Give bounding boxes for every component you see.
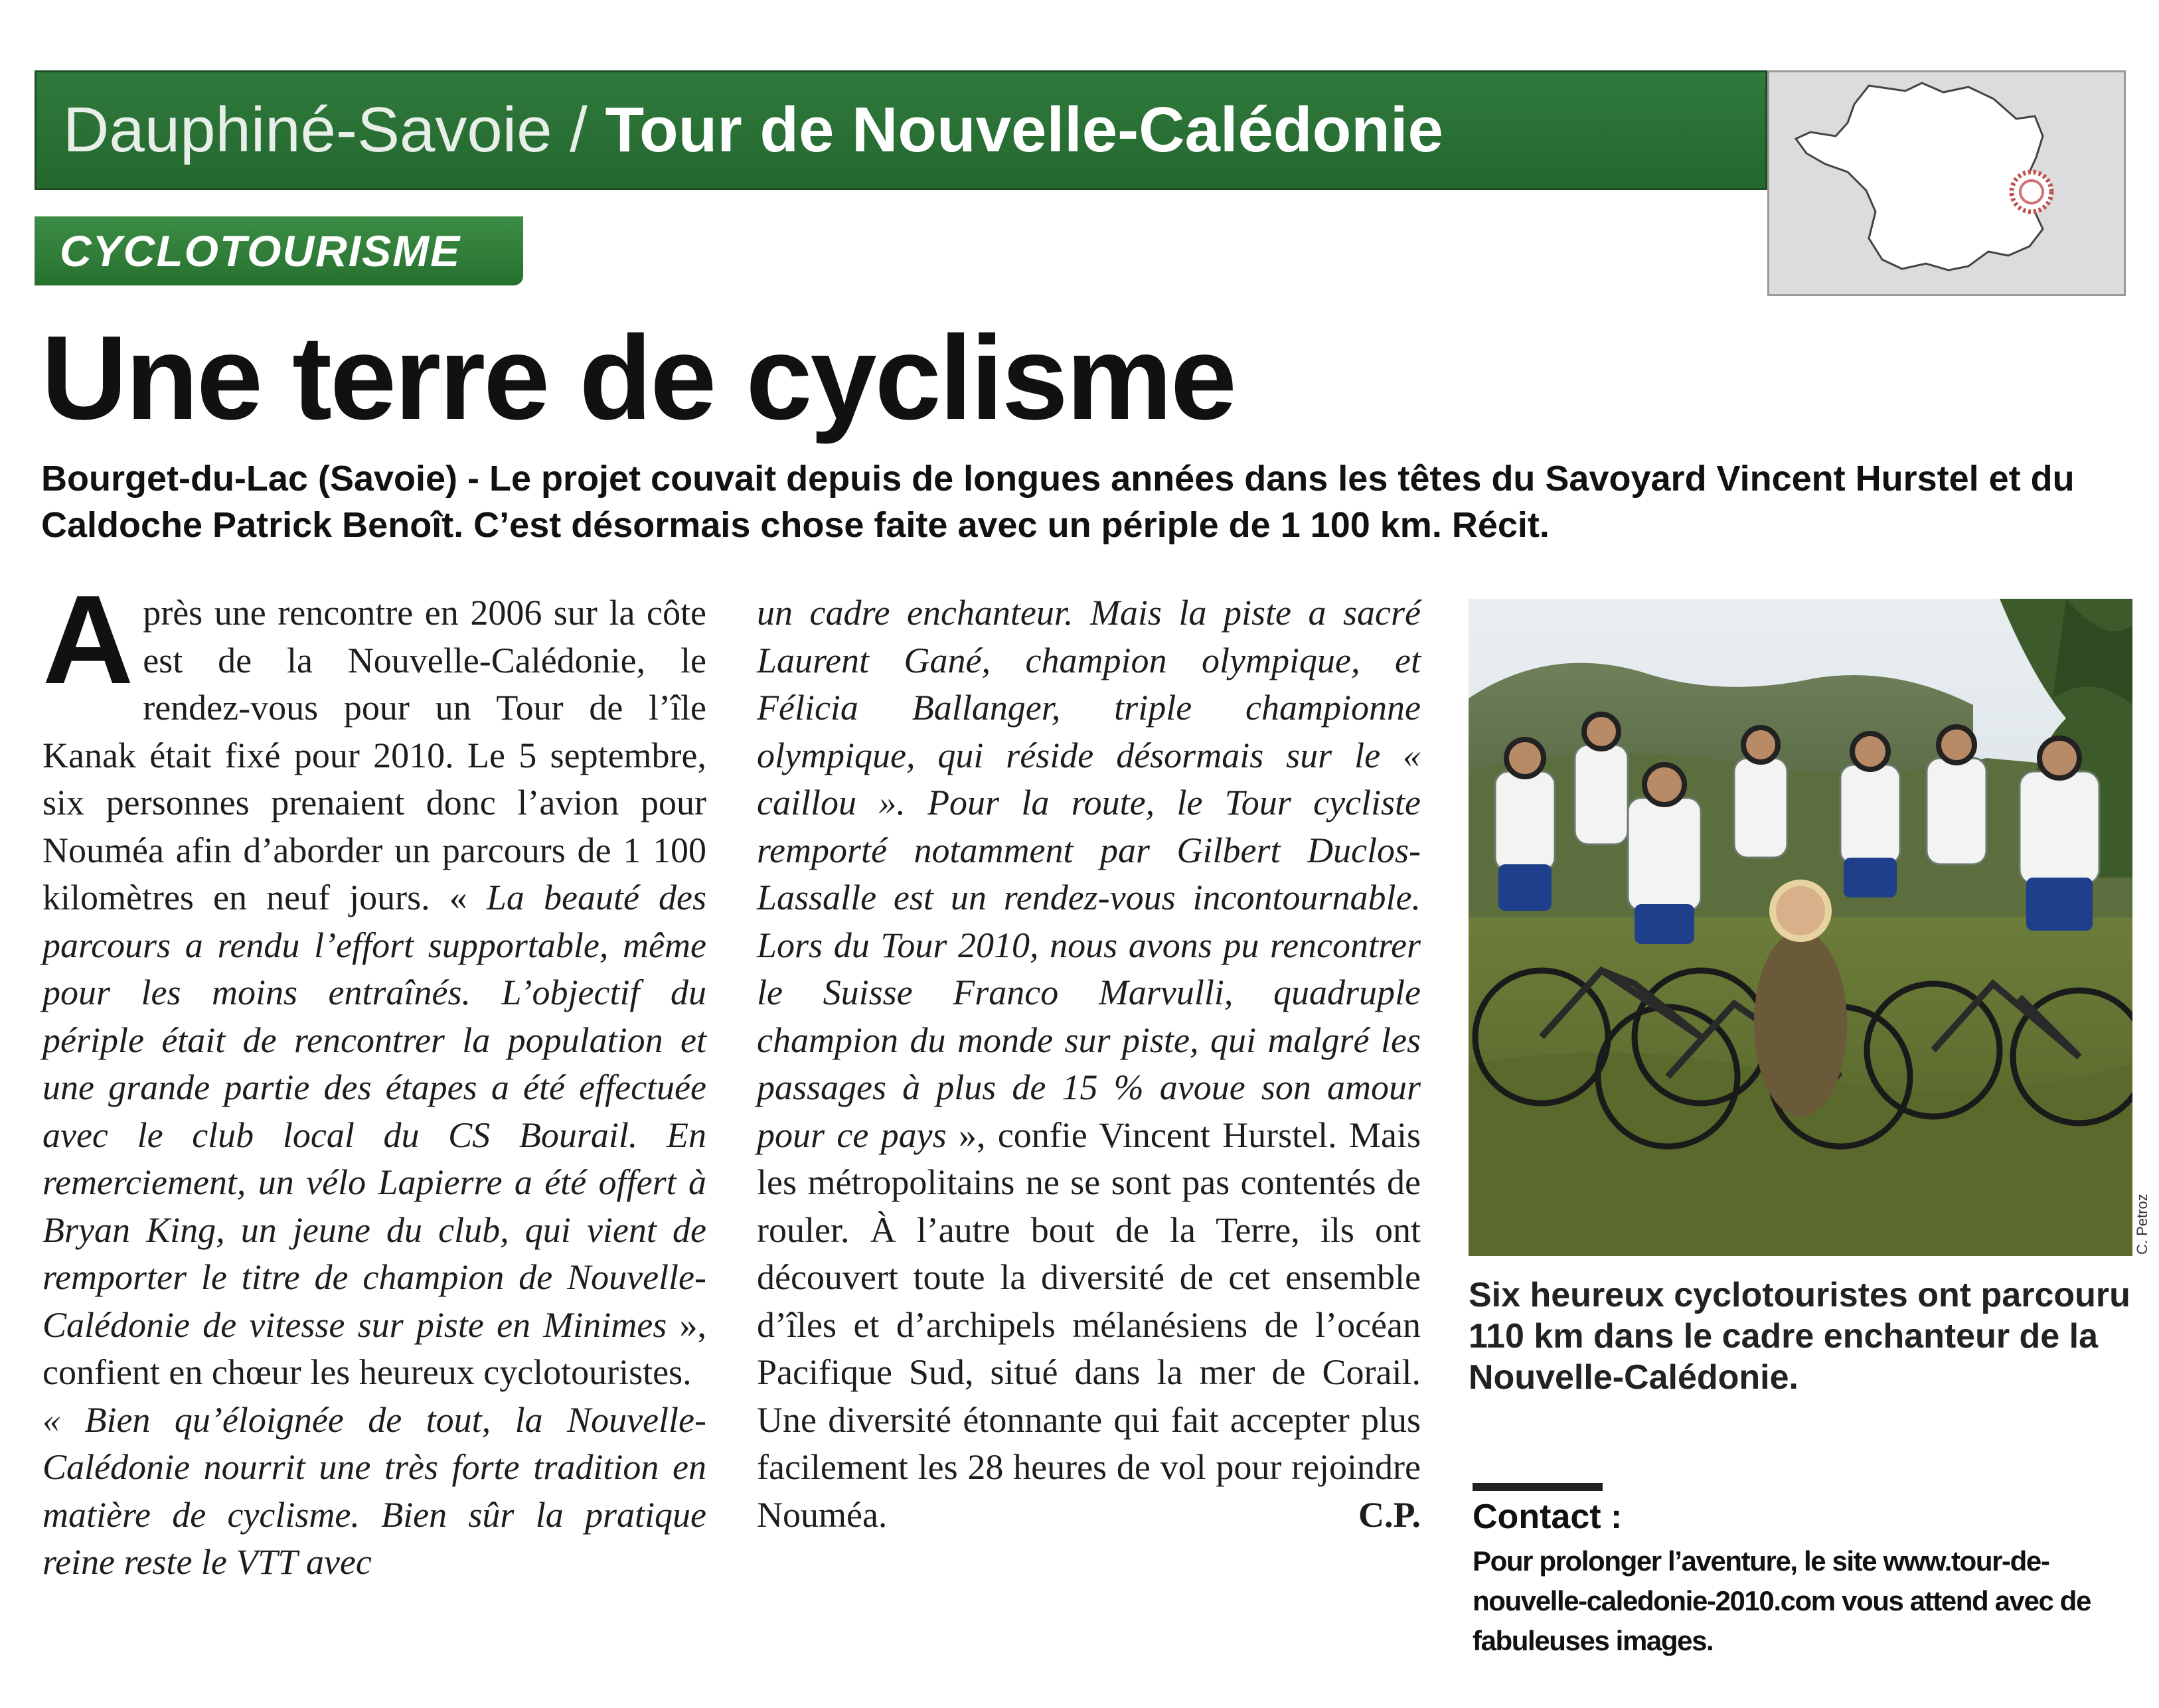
article-lede: Bourget-du-Lac (Savoie) - Le projet couvait depuis de longues années dans les têtes du Savoyard Vincent Hurstel et du Caldoche Patrick Benoît. C’est désormais chose faite avec un périple de 1 100 km. Récit. (41, 459, 2075, 545)
body-text: », confient en chœur les heureux cyclotouristes. (42, 1304, 707, 1392)
quote-text: « Bien qu’éloignée de tout, la Nouvelle-Calédonie nourrit une très forte tradition en matière de cyclisme. Bien sûr la pratique reine reste le VTT avec (42, 1399, 706, 1582)
contact-title: Contact : (1473, 1498, 1623, 1536)
section-banner (35, 70, 1767, 190)
article-column-2 (757, 589, 1421, 1539)
article-paragraph (42, 1397, 706, 1587)
banner-region: Dauphiné-Savoie / (63, 94, 588, 165)
article-column-1 (42, 570, 707, 1587)
body-text: », confie Vincent Hurstel. Mais les métropolitains ne se sont pas contentés de rouler. À l’autre bout de la Terre, ils ont découvert toute la diversité de cet ensemble d’îles et d’archipels mélanésiens de l’océan Pacifique Sud, situé dans la mer de Corail. Une diversité étonnante qui fait accepter plus facilement les 28 heures de vol pour rejoindre Nouméa. (757, 1115, 1421, 1535)
drop-cap: A (42, 570, 134, 710)
article-headline: Une terre de cyclisme (41, 311, 1235, 445)
article-paragraph (42, 570, 707, 1397)
banner-title (63, 72, 1443, 188)
photo-credit: C. Petroz (2134, 1194, 2150, 1255)
article-paragraph (757, 589, 1421, 1539)
quote-text: La beauté des parcours a rendu l’effort supportable, même pour les moins entraînés. L’objectif du périple était de rencontrer la population et une grande partie des étapes a été effectuée avec le club local du CS Bourail. En remerciement, un vélo Lapierre a été offert à Bryan King, un jeune du club, qui vient de remporter le titre de champion de Nouvelle-Calédonie de vitesse sur piste en Minimes (42, 878, 706, 1345)
banner-event: Tour de Nouvelle-Calédonie (605, 94, 1443, 165)
contact-divider (1473, 1483, 1603, 1491)
photo-caption: Six heureux cyclotouristes ont parcouru 110 km dans le cadre enchanteur de la Nouvelle-Calédonie. (1469, 1276, 2130, 1397)
body-text: près une rencontre en 2006 sur la côte est de la Nouvelle-Calédonie, le rendez-vous pour un Tour de l’île Kanak était fixé pour 2010. Le 5 septembre, six personnes prenaient donc l’avion pour Nouméa afin d’aborder un parcours de 1 100 kilomètres en neuf jours. « (42, 593, 706, 917)
section-tag (35, 216, 523, 285)
section-tag-label: CYCLOTOURISME (60, 226, 461, 275)
contact-body: Pour prolonger l’aventure, le site www.tour-de-nouvelle-caledonie-2010.com vous attend avec de fabuleuses images. (1473, 1545, 2091, 1656)
quote-text: un cadre enchanteur. Mais la piste a sacré Laurent Gané, champion olympique, et Félicia Ballanger, triple championne olympique, qui réside désormais sur le « caillou ». Pour la route, le Tour cycliste remporté notamment par Gilbert Duclos-Lassalle est un rendez-vous incontournable. Lors du Tour 2010, nous avons pu rencontrer le Suisse Franco Marvulli, quadruple champion du monde sur piste, qui malgré les passages à plus de 15 % avoue son amour pour ce pays (757, 593, 1421, 1155)
author-signature: C.P. (1358, 1494, 1421, 1535)
france-map-icon (1767, 70, 2126, 296)
cyclists-photo (1469, 599, 2132, 1256)
